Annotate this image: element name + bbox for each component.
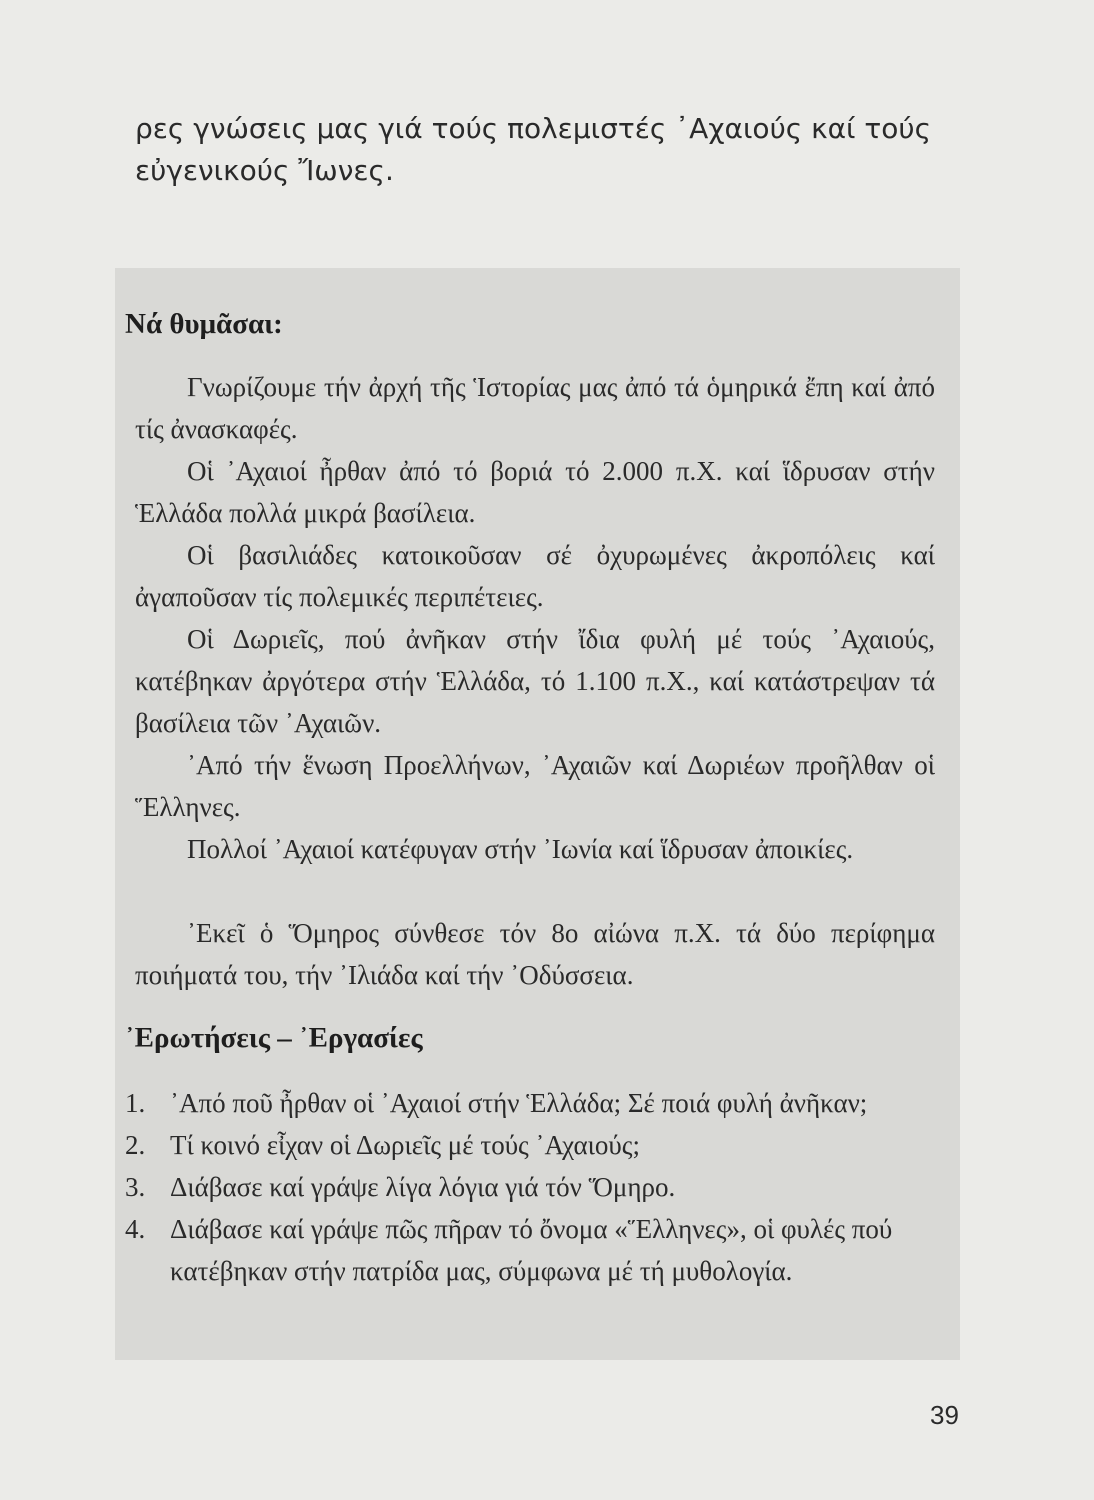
summary-paragraph: Πολλοί ᾿Αχαιοί κατέφυγαν στήν ᾿Ιωνία καί ἵδρυσαν ἀποικίες.: [187, 834, 854, 864]
question-text: Τί κοινό εἶχαν οἱ Δωριεῖς μέ τούς ᾿Αχαιούς;: [170, 1130, 640, 1160]
question-text: Διάβασε καί γράψε λίγα λόγια γιά τόν Ὅμηρο.: [170, 1172, 676, 1202]
questions-list: [125, 1082, 945, 1292]
summary-paragraph: Οἱ βασιλιάδες κατοικοῦσαν σέ ὀχυρωμένες ἀκροπόλεις καί ἀγαποῦσαν τίς πολεμικές περιπέτειες.: [135, 540, 935, 612]
list-item: [125, 1082, 945, 1124]
question-text: Διάβασε καί γράψε πῶς πῆραν τό ὄνομα «Ἕλληνες», οἱ φυλές πού κατέβηκαν στήν πατρίδα μας, σύμφωνα μέ τή μυθολογία.: [170, 1214, 893, 1286]
list-item: [125, 1124, 945, 1166]
questions-title: ᾿Ερωτήσεις – ᾿Εργασίες: [125, 1022, 423, 1054]
question-number: 3.: [125, 1172, 146, 1202]
summary-paragraph: ᾿Από τήν ἕνωση Προελλήνων, ᾿Αχαιῶν καί Δωριέων προῆλθαν οἱ Ἕλληνες.: [135, 750, 935, 822]
list-item: [125, 1166, 945, 1208]
summary-paragraph: Οἱ ᾿Αχαιοί ἦρθαν ἀπό τό βοριά τό 2.000 π.Χ. καί ἵδρυσαν στήν Ἑλλάδα πολλά μικρά βασίλεια.: [135, 456, 935, 528]
list-item: [125, 1208, 945, 1292]
summary-paragraph: Γνωρίζουμε τήν ἀρχή τῆς Ἱστορίας μας ἀπό τά ὁμηρικά ἔπη καί ἀπό τίς ἀνασκαφές.: [135, 372, 935, 444]
summary-title: Νά θυμᾶσαι:: [125, 308, 283, 340]
summary-paragraph: ᾿Εκεῖ ὁ Ὅμηρος σύνθεσε τόν 8ο αἰώνα π.Χ. τά δύο περίφημα ποιήματά του, τήν ᾿Ιλιάδα καί τήν ᾿Οδύσσεια.: [135, 918, 935, 990]
page-number: 39: [930, 1400, 959, 1430]
intro-paragraph: ρες γνώσεις μας γιά τούς πολεμιστές ᾿Αχαιούς καί τούς εὐγενικούς Ἴωνες.: [135, 112, 932, 187]
question-text: ᾿Από ποῦ ἦρθαν οἱ ᾿Αχαιοί στήν Ἑλλάδα; Σέ ποιά φυλή ἀνῆκαν;: [170, 1088, 868, 1118]
question-number: 4.: [125, 1214, 146, 1244]
question-number: 1.: [125, 1088, 146, 1118]
summary-paragraph: Οἱ Δωριεῖς, πού ἀνῆκαν στήν ἴδια φυλή μέ τούς ᾿Αχαιούς, κατέβηκαν ἀργότερα στήν Ἑλλάδα, τό 1.100 π.Χ., καί κατάστρεψαν τά βασίλεια τῶν ᾿Αχαιῶν.: [135, 624, 935, 738]
question-number: 2.: [125, 1130, 146, 1160]
